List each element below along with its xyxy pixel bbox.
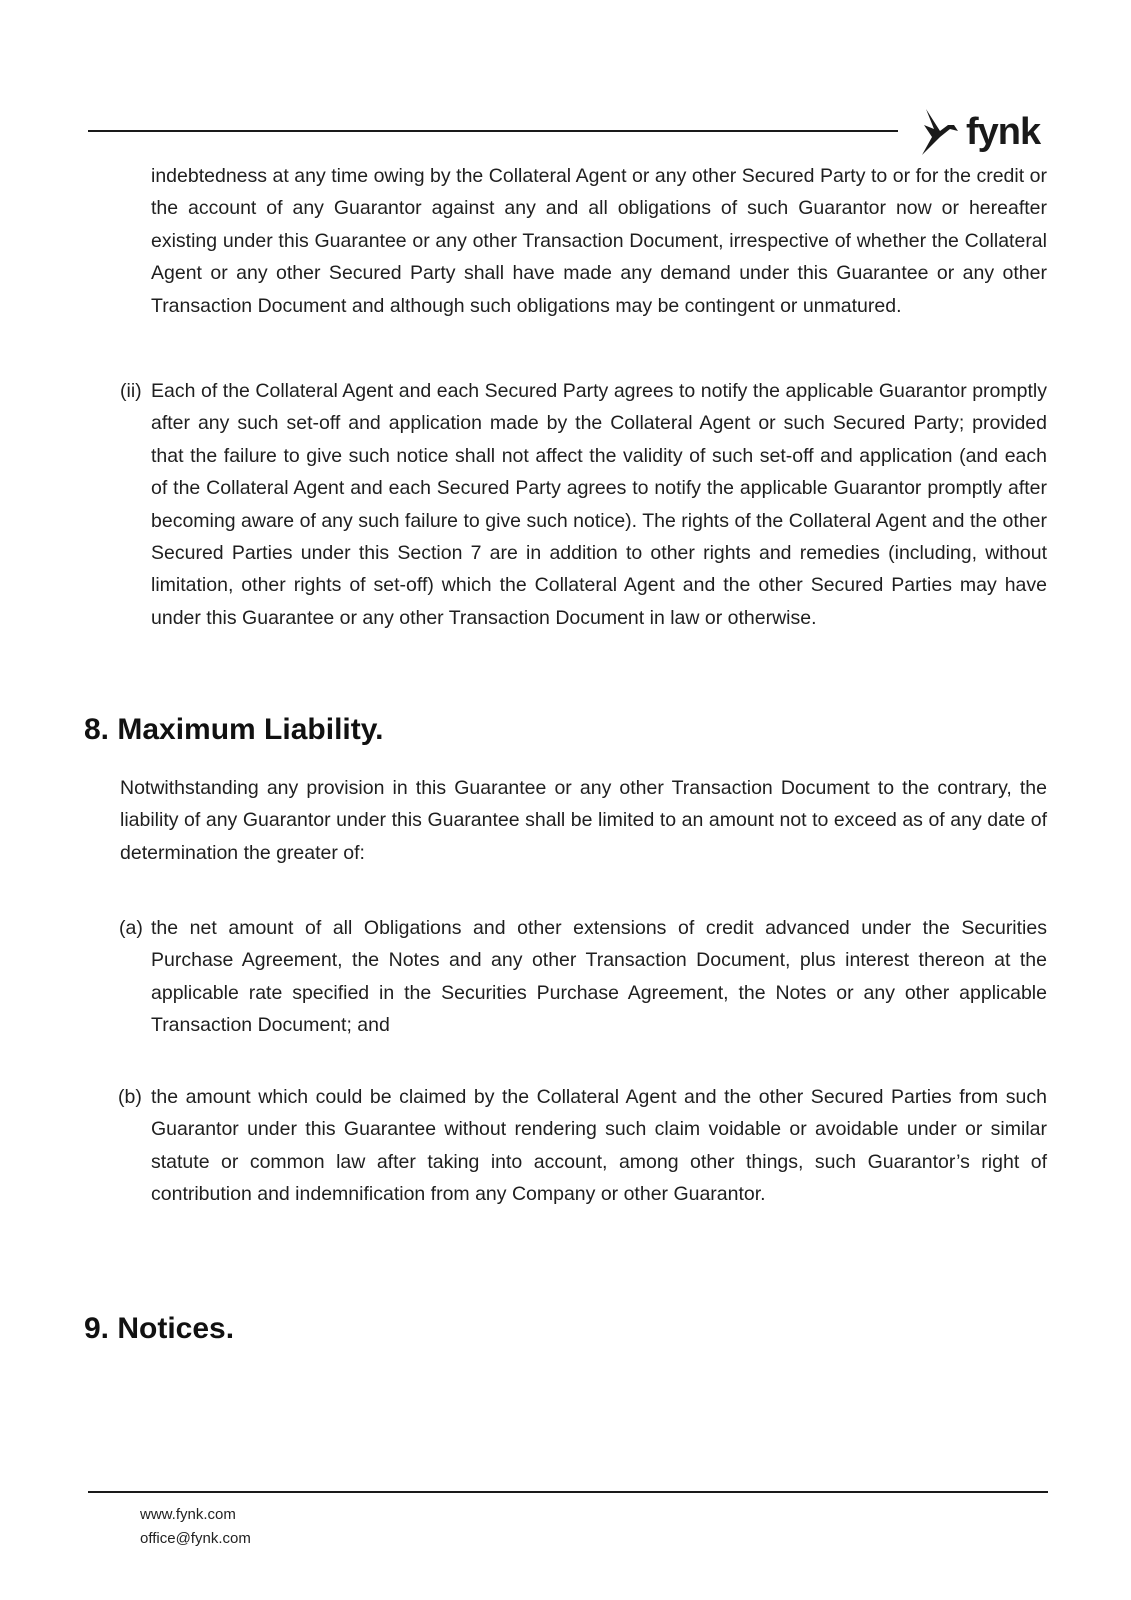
list-item-ii: [120, 375, 1047, 634]
footer-divider: [88, 1491, 1048, 1493]
item-text: the net amount of all Obligations and other extensions of credit advanced under the Securities Purchase Agreement, the Notes and any other Transaction Document, plus interest thereon at the applicable rate specified in the Securities Purchase Agreement, the Notes or any other applicable Transaction Document; and: [151, 917, 1047, 1037]
header-divider: [88, 130, 898, 132]
list-item-b: [118, 1081, 1047, 1211]
section-8-intro: [120, 772, 1047, 869]
section-9-heading: 9. Notices.: [84, 1312, 235, 1345]
brand-logo: [920, 106, 1040, 158]
paragraph-text: indebtedness at any time owing by the Collateral Agent or any other Secured Party to or for the credit or the account of any Guarantor against any and all obligations of such Guarantor now or hereafter existing under this Guarantee or any other Transaction Document, irrespective of whether the Collateral Agent or any other Secured Party shall have made any demand under this Guarantee or any other Transaction Document and although such obligations may be contingent or unmatured.: [151, 165, 1047, 317]
brand-name: fynk: [966, 111, 1041, 153]
item-label: (b): [118, 1086, 142, 1108]
item-text: Each of the Collateral Agent and each Secured Party agrees to notify the applicable Guarantor promptly after any such set-off and application made by the Collateral Agent or such Secured Party; provided that the failure to give such notice shall not affect the validity of such set-off and application (and each of the Collateral Agent and each Secured Party agrees to notify the applicable Guarantor promptly after becoming aware of any such failure to give such notice). The rights of the Collateral Agent and the other Secured Parties under this Section 7 are in addition to other rights and remedies (including, without limitation, other rights of set-off) which the Collateral Agent and the other Secured Parties may have under this Guarantee or any other Transaction Document in law or otherwise.: [151, 380, 1047, 629]
continuation-paragraph: [151, 160, 1047, 322]
footer-contact: [140, 1503, 251, 1551]
list-item-a: [119, 912, 1047, 1042]
paragraph-text: Notwithstanding any provision in this Guarantee or any other Transaction Document to the contrary, the liability of any Guarantor under this Guarantee shall be limited to an amount not to exceed as of any date of determination the greater of:: [120, 777, 1047, 864]
item-label: (a): [119, 917, 143, 939]
item-text: the amount which could be claimed by the Collateral Agent and the other Secured Parties from such Guarantor under this Guarantee without rendering such claim voidable or avoidable under or similar statute or common law after taking into account, among other things, such Guarantor’s right of contribution and indemnification from any Company or other Guarantor.: [151, 1086, 1047, 1206]
section-8-heading: 8. Maximum Liability.: [84, 713, 384, 746]
footer-website[interactable]: www.fynk.com: [140, 1506, 236, 1523]
item-label: (ii): [120, 380, 142, 402]
footer-email[interactable]: office@fynk.com: [140, 1530, 251, 1547]
bird-icon: [920, 107, 960, 157]
